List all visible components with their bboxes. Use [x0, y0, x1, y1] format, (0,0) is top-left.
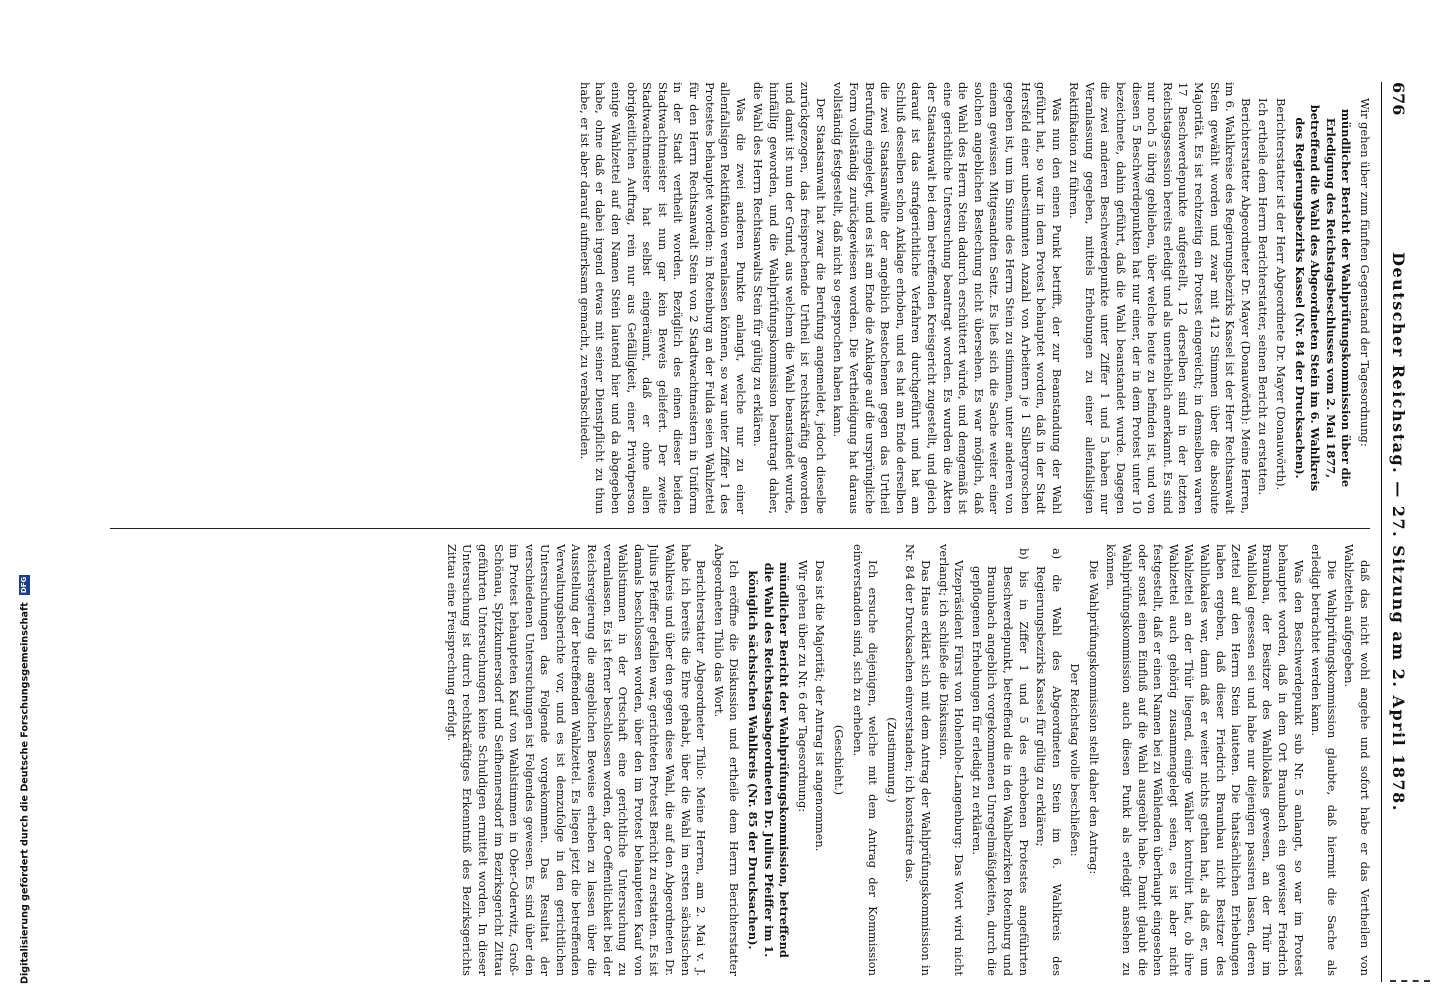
paragraph: Berichterstatter Abgeordneter Dr. Mayer (Donauwörth): Meine Herren, im 6. Wahlkreise des Regierungsbezirks Kassel ist der Herr Rechtsanwalt Stein gewählt worden und zwar mit 412 Stimmen über die absolute Majorität. Es ist rechtzeitig ein Protest eingereicht; in demselben waren 17 Beschwerdepunkte aufgestellt, 12 derselben sind in der letzten Reichstagssession bereits erledigt und als unerheblich anerkannt. Es sind nur noch 5 übrig geblieben, über welche heute zu befinden ist, und von diesen 5 Beschwerdepunkten hat nur einer, der in dem Protest unter 10 bezeichnete, dahin geführt, daß die Wahl beanstandet wurde. Dagegen die zwei anderen Beschwerdepunkte unter Ziffer 1 und 5 haben nur Veranlassung gegeben, mittels Erhebungen zu einer allenfallsigen Rektifikation zu führen.: [1067, 82, 1253, 514]
list-item: b) bis in Ziffer 1 und 5 des erhobenen Protestes angeführten Beschwerdepunkt, betreffend die in den Wahlbezirken Rotenburg und Braunbach angeblich vorgekommenen Unregelmäßigkeiten, durch die gepflogenen Erhebungen für erledigt zu erklären.: [969, 548, 1031, 976]
paragraph: (Geschieht.): [832, 724, 846, 796]
paragraph: Vizepräsident Fürst von Hohenlohe-Langenburg: Das Wort wird nicht verlangt; ich schließe die Diskussion.: [936, 544, 967, 976]
dfg-logo-icon: DFG: [20, 576, 28, 594]
paragraph: Der Reichstag wolle beschließen:: [1068, 663, 1083, 857]
paragraph: Wir gehen über zum fünften Gegenstand der Tagesordnung:: [1358, 97, 1372, 447]
paragraph: Ich ersuche diejenigen, welche mit dem Antrag der Kommission einverstanden sind, sich zu erheben.: [850, 544, 881, 976]
paragraph: Berichterstatter ist der Herr Abgeordnete Dr. Mayer (Donauwörth).: [1274, 97, 1289, 491]
section-heading: mündlicher Bericht der Wahlprüfungskommission, betreffend die Wahl des Reichstagsabgeordneten Dr. Julius Pfeiffer im 1. königlich sächsischen Wahlkreis (Nr. 85 der Drucksachen).: [746, 562, 792, 958]
paragraph: Das Haus erklärt sich mit dem Antrag der Wahlprüfungskommission in Nr. 84 der Drucksachen einverstanden; ich konstatire das.: [903, 544, 933, 976]
scan-edge-mark: [1390, 980, 1430, 984]
paragraph: Die Wahlprüfungskommission glaubte, daß hiermit die Sache als erledigt betrachtet werden kann.: [1309, 544, 1339, 976]
section-heading: mündlicher Bericht der Wahlprüfungskommission über die Erledigung des Reichstagsbeschlusses vom 2. Mai 1877, betreffend die Wahl des Abgeordneten Stein im 6. Wahlkreis des Regierungsbezirks Kassel (Nr. 84 der Drucksachen).: [1292, 104, 1354, 492]
paragraph: Der Staatsanwalt hat zwar die Berufung angemeldet, jedoch dieselbe zurückgezogen, das freisprechende Urtheil ist rechtskräftig geworden und damit ist nun der Grund, aus welchem die Wahl beanstandet wurde, hinfällig geworden, und die Wahlprüfungskommission beantragt daher, die Wahl des Herrn Rechtsanwalts Stein für gültig zu erklären.: [751, 82, 828, 514]
page-number: 676: [1389, 82, 1408, 116]
page-header: [1381, 82, 1416, 982]
running-title: Deutscher Reichstag. — 27. Sitzung am 2. April 1878.: [1389, 252, 1408, 812]
list-item: a) die Wahl des Abgeordneten Stein im 6. Wahlkreis des Regierungsbezirks Kassel für gültig zu erklären;: [1034, 548, 1064, 976]
paragraph: Was die zwei anderen Punkte anlangt, welche nur zu einer allenfallsigen Rektifikation veranlassen können, so war unter Ziffer 1 des Protestes behauptet worden: in Rotenburg an der Fulda seien Wahlzettel für den Herrn Rechtsanwalt Stein von 2 Stadtwachtmeistern in Uniform in der Stadt vertheilt worden. Bezüglich des einen dieser beiden Stadtwachtmeister ist nun gar kein Beweis geliefert. Der zweite Stadtwachtmeister hat selbst eingeräumt, daß er ohne allen obrigkeitlichen Auftrag, rein nur aus Gefälligkeit, einer Privatperson einige Wahlzettel auf den Namen Stein lautend hier und da abgegeben habe, ohne daß er dabei irgend etwas mit seiner Dienstpflicht zu thun habe, er ist aber darauf aufmerksam gemacht, zu verabschieden.: [577, 82, 748, 514]
paragraph: Wir gehen über zu Nr. 6 der Tagesordnung:: [795, 559, 810, 813]
rotated-text-page: [86, 82, 1416, 982]
paragraph: (Zustimmung.): [884, 717, 899, 803]
paragraph: Was den Beschwerdepunkt sub Nr. 5 anlangt, so war im Protest behauptet worden, daß in dem Ort Braunbach ein gewisser Friedrich Braunbau, der Besitzer des Wahllokales gewesen, an der Thür im Wahllokal gesessen sei und habe nur diejenigen passiren lassen, deren Zettel auf den Herrn Stein lauteten. Die thatsächlichen Erhebungen haben ergeben, daß dieser Friedrich Braunbau nicht Besitzer des Wahllokales war, dann daß er weiter nichts gethan hat, als daß er, um Wahlzettel an der Thür liegend, einige Wähler kontrolirt hat, ob ihre Wahlzettel auch gehörig zusammengelegt seien, es ist aber nicht festgestellt, daß er einen Namen bei zu Wählenden überhaupt eingesehen oder sonst einen Einfluß auf die Wahl ausgeübt habe. Damit glaubt die Wahlprüfungskommission auch diesen Punkt als erledigt ansehen zu können.: [1104, 544, 1306, 976]
paragraph: Die Wahlprüfungskommission stellt daher den Antrag:: [1086, 559, 1101, 875]
paragraph: daß das nicht wohl angehe und sofort habe er das Vertheilen von Wahlzetteln aufgegeben.: [1342, 544, 1372, 976]
paragraph: Ich ertheile dem Herrn Berichterstatter, seinen Bericht zu erstatten.: [1256, 97, 1271, 496]
credit-text: Digitalisierung gefördert durch die Deutsche Forschungsgemeinschaft: [19, 602, 31, 984]
paragraph: Was nun den einen Punkt betrifft, der zur Beanstandung der Wahl geführt hat, so war in dem Protest behauptet worden, daß in der Stadt Hersfeld einer unbestimmten Anzahl von Arbeitern je 1 Silbergroschen gegeben ist, um im Sinne des Herrn Stein zu stimmen, unter anderen von einem gewissen Mitgesandten Seitz. Es ließ sich die Sache weiter einer solchen angeblichen Bestechung nicht übersehen. Es war möglich, daß die Wahl des Herrn Stein dadurch erschüttert würde, und demgemäß ist eine gerichtliche Untersuchung beantragt worden. Es wurden die Akten der Staatsanwalt bei dem betreffenden Kreisgericht zugestellt, und gleich darauf ist das strafgerichtliche Verfahren durchgeführt und hat am Schluß desselben schon Anklage erhoben, und es hat am Ende derselben die zwei Staatsanwälte der angeblich Bestochenen gegen das Urtheil Berufung eingelegt, und es ist am Ende die Anklage auf die ursprüngliche Form vollständig zurückgewiesen worden. Die Vertheidigung hat daraus vollständig festgestellt, daß nicht so gesprochen haben kann.: [831, 82, 1064, 514]
column-divider: [110, 528, 1370, 529]
left-column: [92, 82, 1372, 514]
paragraph: Das ist die Majorität; der Antrag ist angenommen.: [813, 559, 828, 852]
paragraph: Berichterstatter Abgeordneter Thilo: Meine Herren, am 2. Mai v. J. habe ich bereits die Ehre gehabt, über die Wahl im ersten sächsischen Wahlkreis und über den gegen diese Wahl, die auf den Abgeordneten Dr. Julius Pfeiffer gefallen war, gerichteten Protest Bericht zu erstatten. Es ist damals beschlossen worden, über den im Protest behaupteten Kauf von Wahlstimmen in der Ortschaft eine gerichtliche Untersuchung zu veranlassen. Es ist ferner beschlossen worden, der Oeffentlichkeit bei der Reichsregierung die angeblichen Beweise erheben zu lassen über die Ausstellung der betreffenden Wahlzettel. Es liegen jetzt die betreffenden Verwaltungsberichte vor, und es ist demzufolge in den gerichtlichen Untersuchungen das Folgende vorgekommen. Das Resultat der verschiedenen Untersuchungen ist Folgendes gewesen. Es sind über den im Protest behaupteten Kauf von Wahlstimmen in Ober-Oderwitz, Groß-Schönau, Spitzkunnersdorf und Seifhennersdorf im Bezirksgericht Zittau geführten Untersuchungen keine Schuldigen ermittelt worden. In dieser Untersuchung ist durch rechtskräftiges Erkenntniß des Bezirksgerichts Zittau eine Freisprechung erfolgt.: [444, 544, 709, 976]
paragraph: Ich eröffne die Diskussion und ertheile dem Herrn Berichterstatter Abgeordneten Thilo das Wort.: [711, 544, 742, 976]
digitization-credit: [2, 576, 31, 1000]
right-column: [92, 544, 1372, 976]
